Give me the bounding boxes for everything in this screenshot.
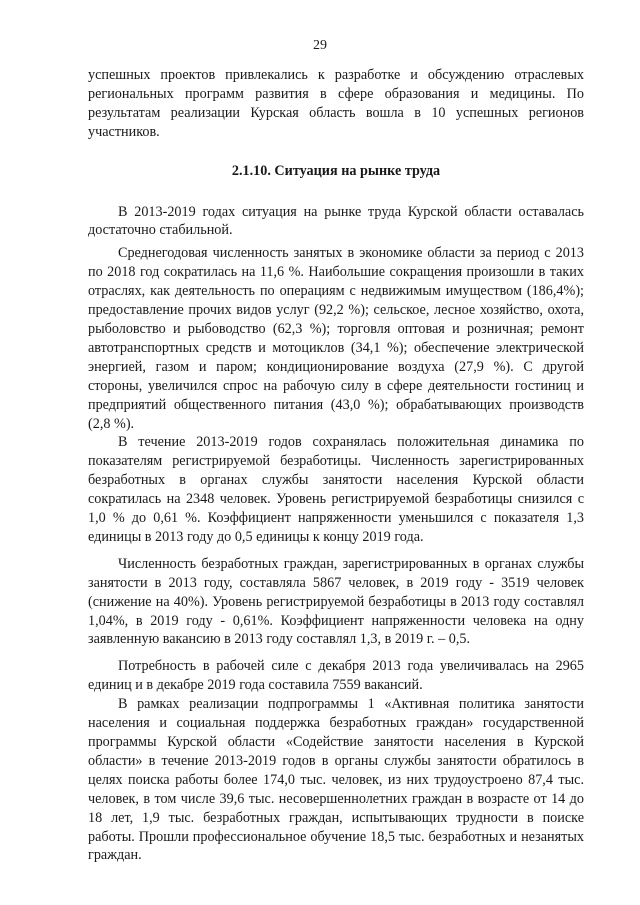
paragraph: В рамках реализации подпрограммы 1 «Активная политика занятости населения и социальная поддержка безработных граждан» государственной программы Курской области «Содействие занятости населения в Курской области» в течение 2013-2019 годов в органы службы занятости обратилось в целях поиска работы более 174,0 тыс. человек, из них трудоустроено 87,4 тыс. человек, в том числе 39,6 тыс. несовершеннолетних граждан в возрасте от 14 до 18 лет, 1,9 тыс. безработных граждан, испытывающих трудности в поиске работы. Прошли профессиональное обучение 18,5 тыс. безработных и незанятых граждан. bbox=[88, 696, 584, 864]
paragraph: Потребность в рабочей силе с декабря 2013 года увеличивалась на 2965 единиц и в декабре 2019 года составила 7559 вакансий. bbox=[88, 658, 584, 694]
paragraph-continuation: успешных проектов привлекались к разработке и обсуждению отраслевых региональных программ развития в сфере образования и медицины. По результатам реализации Курская область вошла в 10 успешных регионов участников. bbox=[88, 67, 584, 140]
paragraph: В течение 2013-2019 годов сохранялась положительная динамика по показателям регистрируемой безработицы. Численность зарегистрированных безработных в органах службы занятости населения Курской области сократилась на 2348 человек. Уровень регистрируемой безработицы снизился с 1,0 % до 0,61 %. Коэффициент напряженности уменьшился с показателя 1,3 единицы в 2013 году до 0,5 единицы к концу 2019 года. bbox=[88, 434, 584, 545]
paragraph: Среднегодовая численность занятых в экономике области за период с 2013 по 2018 год сократилась на 11,6 %. Наибольшие сокращения произошли в таких отраслях, как деятельность по операциям с недвижимым имуществом (186,4%); предоставление прочих видов услуг (92,2 %); сельское, лесное хозяйство, охота, рыболовство и рыбоводство (62,3 %); торговля оптовая и розничная; ремонт автотранспортных средств и мотоциклов (34,1 %); обеспечение электрической энергией, газом и паром; кондиционирование воздуха (27,9 %). С другой стороны, увеличился спрос на рабочую силу в сфере деятельности гостиниц и предприятий общественного питания (43,0 %); обрабатывающих производств (2,8 %). bbox=[88, 245, 584, 432]
paragraph: Численность безработных граждан, зарегистрированных в органах службы занятости в 2013 году, составляла 5867 человек, в 2019 году - 3519 человек (снижение на 40%). Уровень регистрируемой безработицы в 2013 году составлял 1,04%, в 2019 году - 0,61%. Коэффициент напряженности человека на одну заявленную вакансию в 2013 году составлял 1,3, в 2019 г. – 0,5. bbox=[88, 555, 584, 648]
section-heading: 2.1.10. Ситуация на рынке труда bbox=[231, 162, 441, 179]
page-number: 29 bbox=[313, 38, 327, 53]
paragraph: В 2013-2019 годах ситуация на рынке труда Курской области оставалась достаточно стабильной. bbox=[88, 203, 584, 239]
document-body bbox=[88, 66, 584, 865]
